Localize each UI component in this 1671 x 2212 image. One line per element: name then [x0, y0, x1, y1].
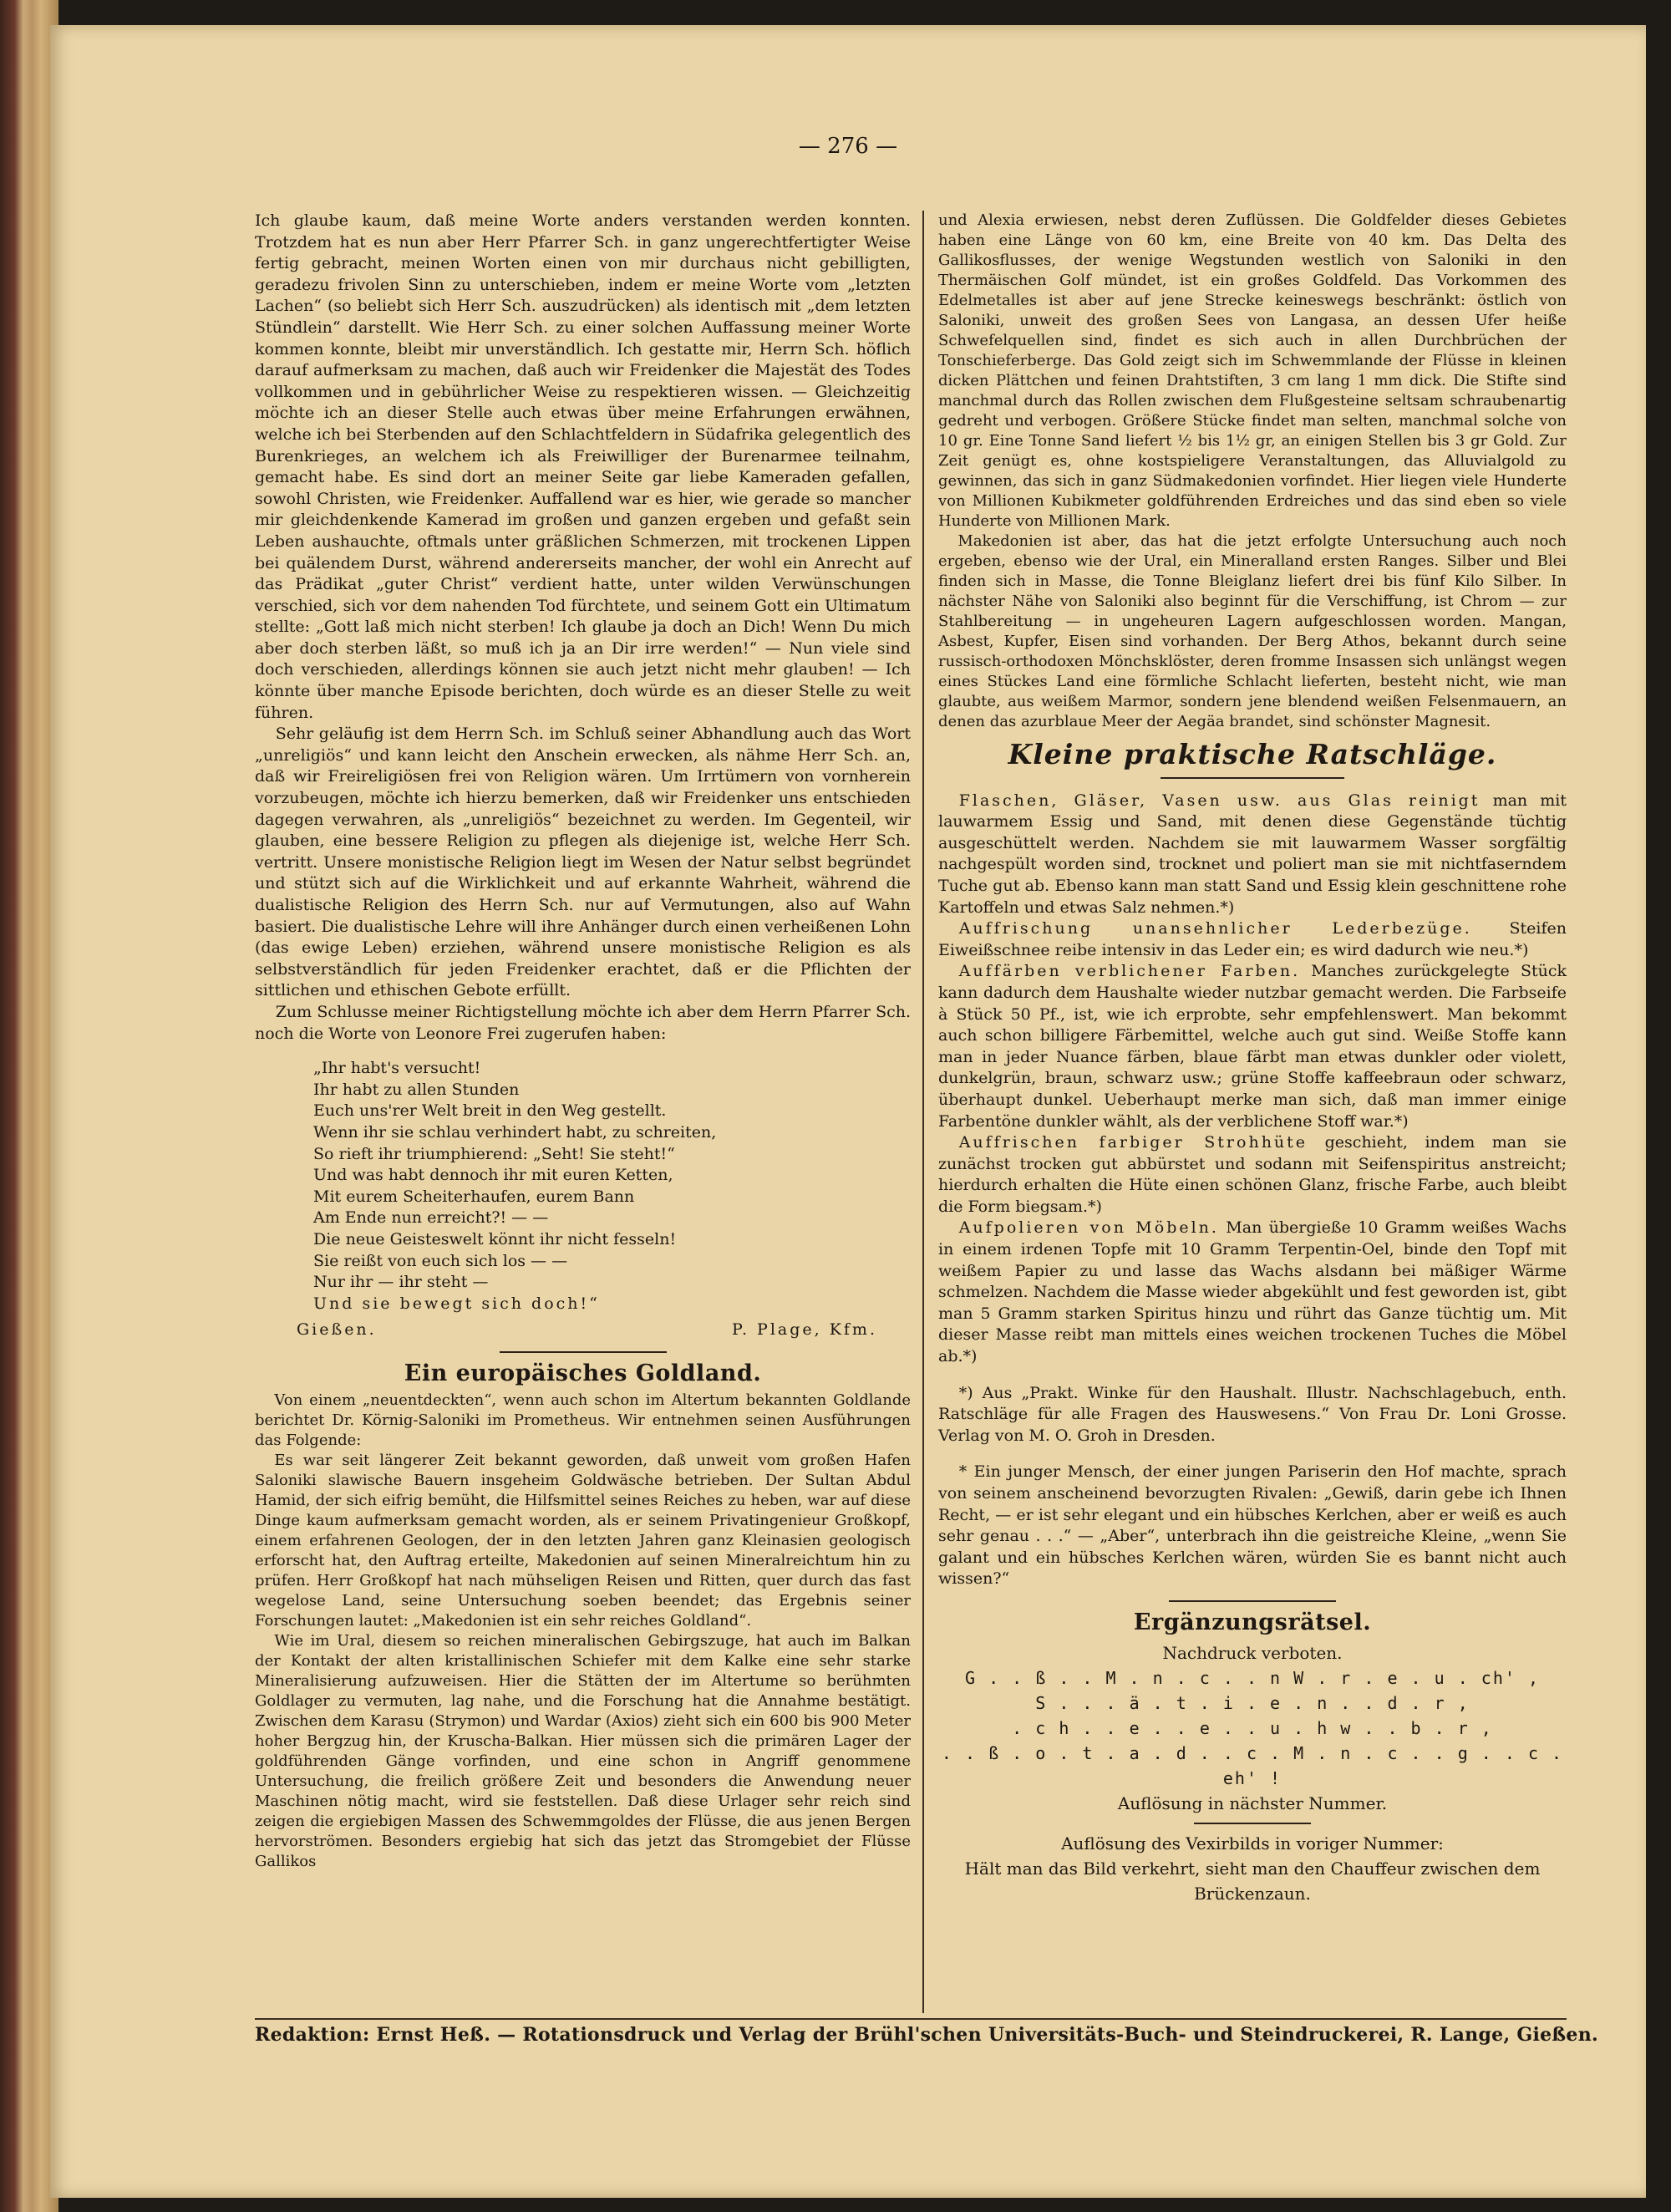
gold-article-continued	[938, 211, 1567, 732]
tip-text: Manches zurückgelegte Stück kann dadurch dem Haushalte wieder nutzbar gemacht werden. Die Farbseife à Stück 50 Pf., ist, wie ich erprobte, sehr empfehlenswert. Man bekommt auch schon billigere Färbemittel, welche auch gut sind. Weiße Stoffe kann man in jeder Nuance färben, blaue färbt man etwas dunkler oder violett, dunkelgrün, braun, schwarz usw.; grüne Stoffe kaffeebraun oder schwarz, überhaupt dunkel. Ueberhaupt merke man sich, daß man immer einige Farbentöne dunkler wählt, als der verblichene Stoff war.*)	[938, 962, 1567, 1131]
section-divider	[1194, 1823, 1311, 1824]
poem-line: Nur ihr — ihr steht —	[313, 1273, 489, 1292]
gold-paragraph: Makedonien ist aber, das hat die jetzt erfolgte Untersuchung auch noch ergeben, ebenso wie der Ural, ein Mineralland ersten Ranges. Silber und Blei finden sich in Masse, die Tonne Bleiglanz liefert drei bis fünf Kilo Silber. In nächster Nähe von Saloniki also beginnt für die Verschiffung, ist Chrom — zur Stahlbereitung — in ungeheuren Lagern aufgeschlossen worden. Mangan, Asbest, Kupfer, Eisen sind vorhanden. Der Berg Athos, bekannt durch seine russisch-orthodoxen Mönchsklöster, deren fromme Insassen sich unlängst wegen eines Stückes Land eine förmliche Schlacht lieferten, besteht nicht, wie man glaubte, aus weißem Marmor, sondern jene blendend weißen Felsenmauern, an denen das azurblaue Meer der Aegäa brandet, sind schönster Magnesit.	[938, 532, 1567, 730]
poem-line: So rieft ihr triumphierend: „Seht! Sie steht!“	[313, 1144, 675, 1163]
gold-article-body	[255, 1391, 911, 1872]
imprint-footer: Redaktion: Ernst Heß. — Rotationsdruck und Verlag der Brühl'schen Universitäts-Buch- und Steindruckerei, R. Lange, Gießen.	[255, 2024, 1598, 2046]
puzzle	[938, 1640, 1567, 1906]
tip-heading: Aufpolieren von Möbeln.	[958, 1218, 1219, 1238]
gold-paragraph: Wie im Ural, diesem so reichen mineralischen Gebirgszuge, hat auch im Balkan der Kontakt der alten kristallinischen Schiefer mit dem Kalke eine sehr starke Mineralisierung aufzuweisen. Hier die Stätten der im Altertume so berühmten Goldlager zu vermuten, lag nahe, und die Forschung hat die Annahme bestätigt. Zwischen dem Karasu (Strymon) und Wardar (Axios) zieht sich ein 600 bis 900 Meter hoher Bergzug hin, der Kruscha-Balkan. Hier müssen sich die primären Lager der goldführenden Gänge vorfinden, und eine schon in Angriff genommene Untersuchung, die freilich größere Zeit und besonders die Anwendung neuer Maschinen nötig macht, wird sie feststellen. Daß diese Urlager sehr reich sind zeigen die ergiebigen Massen des Schwemmgoldes der Flüsse, die aus jenen Bergen hervorströmen. Besonders ergiebig hat sich das jetzt das Stromgebiet der Flüsse Gallikos	[255, 1632, 911, 1871]
anecdote: * Ein junger Mensch, der einer jungen Pariserin den Hof machte, sprach von seinem anscheinend bevorzugten Rivalen: „Gewiß, darin gebe ich Ihnen Recht, — er ist sehr elegant und ein hübsches Kerlchen, aber er weiß es auch sehr genau . . .“ — „Aber“, unterbrach ihn die geistreiche Kleine, „wenn Sie galant und ein hübsches Kerlchen wären, würden Sie es bannt nicht auch wissen?“	[938, 1462, 1567, 1589]
tip-heading: Flaschen, Gläser, Vasen usw. aus Glas reinigt	[958, 791, 1481, 810]
left-column	[255, 211, 911, 1872]
puzzle-title: Ergänzungsrätsel.	[1133, 1609, 1372, 1635]
third-paragraph: Zum Schlusse meiner Richtigstellung möchte ich aber dem Herrn Pfarrer Sch. noch die Worte von Leonore Frei zugerufen haben:	[255, 1002, 911, 1043]
poem-line: Und sie bewegt sich doch!“	[313, 1294, 600, 1313]
footnote: *) Aus „Prakt. Winke für den Haushalt. Illustr. Nachschlagebuch, enth. Ratschläge für alle Fragen des Hauswesens.“ Von Frau Dr. Loni Grosse. Verlag von M. O. Groh in Dresden.	[938, 1383, 1567, 1445]
gold-paragraph: Von einem „neuentdeckten“, wenn auch schon im Altertum bekannten Goldlande berichtet Dr. Körnig-Saloniki im Prometheus. Wir entnehmen seinen Ausführungen das Folgende:	[255, 1391, 911, 1450]
gold-article-title: Ein europäisches Goldland.	[404, 1360, 762, 1386]
tip-text: geschieht, indem man sie zunächst trocken gut abbürstet und sodann mit Seifenspiritus anstreicht; hierdurch erhalten die Hüte einen schönen Glanz, frische Farbe, auch bleibt die Form biegsam.*)	[938, 1133, 1567, 1216]
footer-rule	[255, 2018, 1567, 2020]
puzzle-line: G . . ß . . M . n . c . . n W . r . e . u . ch' ,	[964, 1667, 1540, 1688]
tip-text: Steifen Eiweißschnee reibe intensiv in das Leder ein; es wird dadurch wie neu.*)	[938, 919, 1567, 959]
previous-solution-title: Auflösung des Vexirbilds in voriger Nummer:	[1061, 1833, 1444, 1854]
gold-paragraph: und Alexia erwiesen, nebst deren Zuflüssen. Die Goldfelder dieses Gebietes haben eine Länge von 60 km, eine Breite von 40 km. Das Delta des Gallikosflusses, der wenige Wegstunden westlich von Saloniki in den Thermäischen Golf mündet, ist ein großes Goldfeld. Das Vorkommen des Edelmetalles ist aber auf jene Strecke keineswegs beschränkt: östlich von Saloniki, unweit des großen Sees von Langasa, an dessen Ufer heiße Schwefelquellen sind, findet es sich auch in allen Durchbrüchen der Tonschieferberge. Das Gold zeigt sich im Schwemmlande der Flüsse in kleinen dicken Plättchen und feinen Drahtstiften, 3 cm lang 1 mm dick. Die Stifte sind manchmal durch das Rollen zwischen dem Flußgesteine seltsam schraubenartig gedreht und verbogen. Größere Stücke findet man selten, manchmal solche von 10 gr. Eine Tonne Sand liefert ½ bis 1½ gr, an einigen Stellen bis 3 gr Gold. Zur Zeit genügt es, ohne kostspieligere Veranstaltungen, das Alluvialgold zu gewinnen, das sich in ganz Südmakedonien vorfindet. Hier liegen viele Hunderte von Millionen Kubikmeter goldführenden Erdreiches und das sind eben so viele Hunderte von Millionen Mark.	[938, 211, 1567, 530]
tip-item	[938, 1218, 1567, 1367]
poem-line: „Ihr habt's versucht!	[313, 1059, 481, 1078]
tip-text: man mit lauwarmem Essig und Sand, mit denen diese Gegenstände tüchtig ausgeschüttelt werden. Nachdem sie mit lauwarmem Wasser sorgfältig nachgespült worden sind, trocknet und poliert man sie mit nichtfaserndem Tuche gut ab. Ebenso kann man statt Sand und Essig klein geschnittene rohe Kartoffeln und etwas Salz nehmen.*)	[938, 791, 1567, 917]
previous-solution-text: Hält man das Bild verkehrt, sieht man den Chauffeur zwischen dem Brückenzaun.	[964, 1858, 1541, 1904]
tips-title: Kleine praktische Ratschläge.	[1008, 738, 1497, 770]
poem-line: Die neue Geisteswelt könnt ihr nicht fesseln!	[313, 1229, 677, 1248]
poem-line: Wenn ihr sie schlau verhindert habt, zu schreiten,	[313, 1122, 717, 1142]
signature	[255, 1320, 911, 1341]
poem-line: Ihr habt zu allen Stunden	[313, 1080, 520, 1099]
tip-item	[938, 791, 1567, 919]
poem	[313, 1058, 911, 1314]
poem-line: Mit eurem Scheiterhaufen, eurem Bann	[313, 1187, 635, 1206]
poem-line: Sie reißt von euch sich los — —	[313, 1251, 568, 1270]
right-column	[938, 211, 1567, 1906]
section-divider	[500, 1351, 667, 1353]
column-divider	[922, 211, 924, 2013]
puzzle-note: Nachdruck verboten.	[1162, 1642, 1343, 1663]
title-underline	[1161, 777, 1344, 779]
gold-paragraph: Es war seit längerer Zeit bekannt geworden, daß unweit vom großen Hafen Saloniki slawische Bauern insgeheim Goldwäsche betrieben. Der Sultan Abdul Hamid, der sich eifrig bemüht, die Hilfsmittel seines Reiches zu heben, war auf diese Dinge kaum aufmerksam gemacht worden, als er seinem Privatingenieur Großkopf, einem erfahrenen Geologen, der in den letzten Jahren ganz Kleinasien geologisch erforscht hat, den Auftrag erteilte, Makedonien auf seinen Mineralreichtum hin zu prüfen. Herr Großkopf hat nach mühseligen Reisen und Ritten, quer durch das fast wegelose Land, seine Untersuchung soeben beendet; das Ergebnis seiner Forschungen lautet: „Makedonien ist ein sehr reiches Goldland“.	[255, 1452, 911, 1630]
section-divider	[1169, 1600, 1336, 1602]
puzzle-solution-note: Auflösung in nächster Nummer.	[1117, 1792, 1388, 1813]
poem-line: Euch uns'rer Welt breit in den Weg gestellt.	[313, 1101, 667, 1121]
signature-place: Gießen.	[297, 1320, 377, 1340]
puzzle-line: S . . . ä . t . i . e . n . . d . r ,	[1035, 1692, 1470, 1713]
tip-text: Man übergieße 10 Gramm weißes Wachs in einem irdenen Topfe mit 10 Gramm Terpentin-Oel, binde den Topf mit weißem Papier zu und lasse das Wachs alsdann bei mäßiger Wärme schmelzen. Nachdem die Masse wieder abgekühlt und fest geworden ist, gibt man 5 Gramm starken Spiritus hinzu und rührt das Ganze tüchtig um. Mit dieser Masse reibt man mittels eines weichen trockenen Tuches die Möbel ab.*)	[938, 1218, 1567, 1366]
intro-paragraph: Ich glaube kaum, daß meine Worte anders verstanden werden konnten. Trotzdem hat es nun aber Herr Pfarrer Sch. in ganz ungerechtfertigter Weise fertig gebracht, meinen Worten einen von mir durchaus nicht gebilligten, geradezu frivolen Sinn zu unterschieben, indem er meine Worte vom „letzten Lachen“ (so beliebt sich Herr Sch. auszudrücken) als identisch mit „dem letzten Stündlein“ darstellt. Wie Herr Sch. zu einer solchen Auffassung meiner Worte kommen konnte, bleibt mir unverständlich. Ich gestatte mir, Herrn Sch. höflich darauf aufmerksam zu machen, daß auch wir Freidenker die Majestät des Todes vollkommen und in gebührlicher Weise zu respektieren wissen. — Gleichzeitig möchte ich an dieser Stelle auch etwas über meine Erfahrungen erwähnen, welche ich bei Sterbenden auf den Schlachtfeldern in Südafrika gelegentlich des Burenkrieges, an welchem ich als Freiwilliger der Burenarmee teilnahm, gemacht habe. Es sind dort an meiner Seite gar liebe Kameraden gefallen, sowohl Christen, wie Freidenker. Auffallend war es hier, wie gerade so mancher mir gleichdenkende Kamerad im großen und ganzen ergeben und gefaßt sein Leben aushauchte, oftmals unter gräßlichen Schmerzen, mit trockenen Lippen bei quälendem Durst, während andererseits mancher, der wohl ein Anrecht auf das Prädikat „guter Christ“ verdient hatte, unter wilden Verwünschungen verschied, sich vor dem nahenden Tod fürchtete, und seinem Gott ein Ultimatum stellte: „Gott laß mich nicht sterben! Ich glaube ja doch an Dich! Wenn Du mich aber doch sterben läßt, so muß ich ja an Dir irre werden!“ — Nun viele sind doch verschieden, allerdings können sie auch jetzt nicht mehr glauben! — Ich könnte über manche Episode berichten, doch würde es an dieser Stelle zu weit führen.	[255, 211, 911, 722]
tip-heading: Auffrischung unansehnlicher Lederbezüge.	[958, 919, 1472, 938]
tip-heading: Auffrischen farbiger Strohhüte	[958, 1133, 1308, 1152]
signature-name: P. Plage, Kfm.	[732, 1320, 877, 1340]
puzzle-line: . c h . . e . . e . . u . h w . . b . r ,	[1012, 1717, 1493, 1738]
puzzle-line: . . ß . o . t . a . d . . c . M . n . c . . g . . c . eh' !	[941, 1742, 1564, 1788]
second-paragraph: Sehr geläufig ist dem Herrn Sch. im Schluß seiner Abhandlung auch das Wort „unreligiös“ und kann leicht den Anschein erwecken, als nähme Herr Sch. an, daß wir Freireligiösen frei von Religion wären. Um Irrtümern von vornherein vorzubeugen, möchte ich hierzu bemerken, daß wir Freidenker uns entschieden dagegen verwahren, als „unreligiös“ bezeichnet zu werden. Im Gegenteil, wir glauben, eine bessere Religion zu pflegen als diejenige ist, welche Herr Sch. vertritt. Unsere monistische Religion liegt im Wesen der Natur selbst begründet und stützt sich auf die Wirklichkeit und auf erkannte Wahrheit, während die dualistische Religion des Herrn Sch. nur auf Vermutungen, also auf Wahn basiert. Die dualistische Lehre will ihre Anhänger durch einen verheißenen Lohn (das ewige Leben) erziehen, während unsere monistische Religion es als selbstverständlich für jeden Freidenker erachtet, daß er die Pflichten der sittlichen und ethischen Gebote erfüllt.	[255, 725, 911, 1000]
newspaper-page	[50, 25, 1646, 2198]
tip-item	[938, 1132, 1567, 1218]
poem-line: Und was habt dennoch ihr mit euren Ketten,	[313, 1166, 673, 1185]
poem-line: Am Ende nun erreicht?! — —	[313, 1208, 549, 1228]
tip-item	[938, 918, 1567, 961]
page-number: — 276 —	[798, 134, 898, 159]
tip-item	[938, 961, 1567, 1132]
tip-heading: Auffärben verblichener Farben.	[958, 962, 1301, 981]
